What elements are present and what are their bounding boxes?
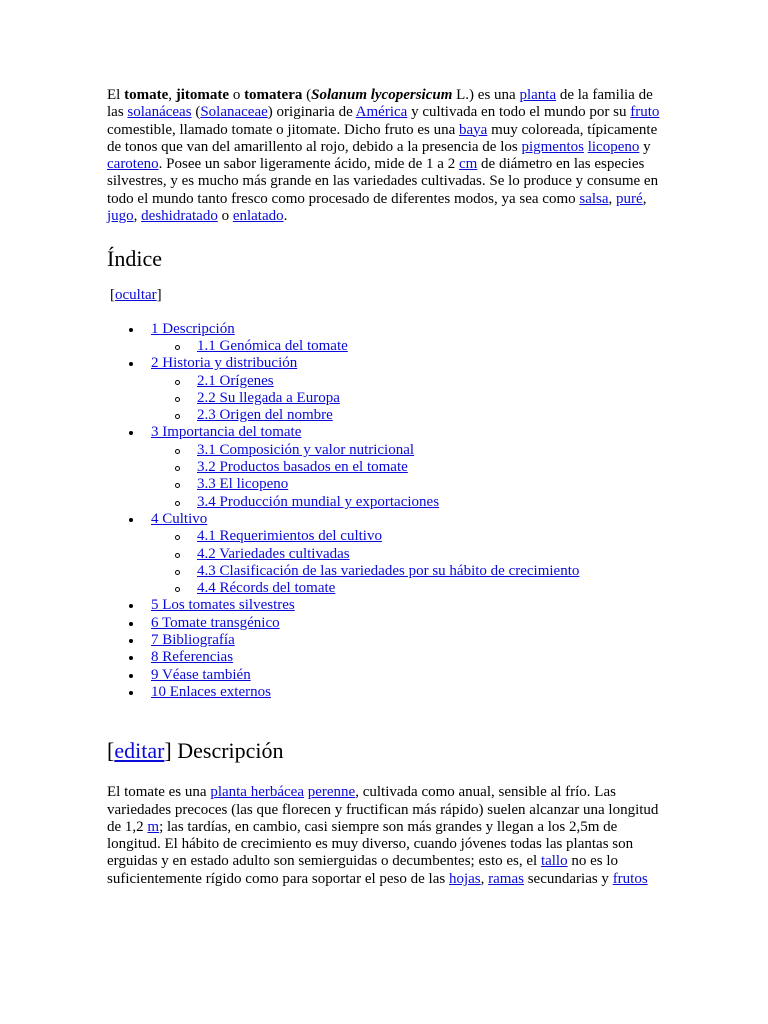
toc-sublist	[151, 373, 662, 425]
toc-sublink[interactable]: 2.1 Orígenes	[197, 372, 274, 389]
toc-sublink[interactable]: 3.4 Producción mundial y exportaciones	[197, 493, 440, 510]
term-tomate: tomate	[124, 87, 169, 103]
link-ramas[interactable]: ramas	[488, 870, 524, 887]
toc-link[interactable]: 8 Referencias	[151, 649, 234, 666]
link-salsa[interactable]: salsa	[579, 190, 609, 207]
toc-link[interactable]: 2 Historia y distribución	[151, 355, 298, 372]
term-jitomate: jitomate	[175, 87, 230, 103]
link-fruto[interactable]: fruto	[630, 104, 660, 121]
toc-item	[107, 615, 662, 632]
link-deshidratado[interactable]: deshidratado	[141, 208, 218, 225]
toc-sublink[interactable]: 1.1 Genómica del tomate	[197, 337, 348, 354]
link-m[interactable]: m	[147, 818, 160, 835]
scientific-name: Solanum lycopersicum	[311, 87, 453, 103]
link-baya[interactable]: baya	[459, 121, 488, 138]
toc-item	[107, 511, 662, 597]
toc-link[interactable]: 5 Los tomates silvestres	[151, 597, 295, 614]
toc-item	[107, 649, 662, 666]
toc-subitem	[151, 442, 662, 459]
link-cm[interactable]: cm	[458, 156, 478, 173]
toc-item	[107, 424, 662, 510]
toc-sublist	[151, 442, 662, 511]
section-title: Descripción	[171, 738, 284, 764]
toc-toggle: [ocultar]	[110, 287, 162, 304]
toc-sublink[interactable]: 2.2 Su llegada a Europa	[197, 389, 340, 406]
toc-item	[107, 632, 662, 649]
toc-link[interactable]: 1 Descripción	[151, 320, 235, 337]
article-content	[107, 87, 662, 888]
toc-item	[107, 355, 662, 424]
toc-subitem	[151, 338, 662, 355]
toc-sublist	[151, 338, 662, 355]
toc-link[interactable]: 3 Importancia del tomate	[151, 424, 302, 441]
term-tomatera: tomatera	[244, 87, 303, 103]
intro-paragraph: El tomate, jitomate o tomatera (Solanum lycopersicum L.) es una planta de la familia de las solanáceas (Solanaceae) originaria de América y cultivada en todo el mundo por su fruto comestible, llamado tomate o jitomate. Dicho fruto es una baya muy coloreada, típicamente de tonos que van del amarillento al rojo, debido a la presencia de los pigmentos licopeno y caroteno. Posee un sabor ligeramente ácido, mide de 1 a 2 cm de diámetro en las especies silvestres, y es mucho más grande en las variedades cultivadas. Se lo produce y consume en todo el mundo tanto fresco como procesado de diferentes modos, ya sea como salsa, puré, jugo, deshidratado o enlatado.	[107, 87, 660, 225]
link-planta[interactable]: planta	[519, 87, 557, 103]
toc-sublink[interactable]: 4.4 Récords del tomate	[197, 580, 336, 597]
toc-sublink[interactable]: 4.1 Requerimientos del cultivo	[197, 528, 382, 545]
toc-link[interactable]: 9 Véase también	[151, 666, 251, 683]
link-solanaceas[interactable]: solanáceas	[127, 104, 192, 121]
toc-item	[107, 321, 662, 356]
toc-subitem	[151, 580, 662, 597]
link-enlatado[interactable]: enlatado	[232, 208, 284, 225]
toc-sublink[interactable]: 3.1 Composición y valor nutricional	[197, 441, 415, 458]
toc-hide-link[interactable]: ocultar	[115, 287, 157, 304]
link-america[interactable]: América	[355, 104, 408, 121]
toc-sublink[interactable]: 3.3 El licopeno	[197, 476, 289, 493]
toc-link[interactable]: 4 Cultivo	[151, 510, 208, 527]
link-hojas[interactable]: hojas	[448, 870, 481, 887]
link-licopeno[interactable]: licopeno	[587, 138, 640, 155]
link-frutos[interactable]: frutos	[612, 870, 648, 887]
toc-subitem	[151, 407, 662, 424]
toc-link[interactable]: 10 Enlaces externos	[151, 683, 271, 700]
toc-sublink[interactable]: 3.2 Productos basados en el tomate	[197, 459, 408, 476]
toc-subitem	[151, 546, 662, 563]
toc-heading: Índice	[107, 246, 162, 272]
toc-subitem	[151, 459, 662, 476]
link-pigmentos[interactable]: pigmentos	[521, 138, 584, 155]
toc-subitem	[151, 494, 662, 511]
toc-sublink[interactable]: 2.3 Origen del nombre	[197, 407, 333, 424]
toc-sublink[interactable]: 4.3 Clasificación de las variedades por su hábito de crecimiento	[197, 562, 580, 579]
toc-item	[107, 597, 662, 614]
link-pure[interactable]: puré	[616, 190, 643, 207]
link-caroteno[interactable]: caroteno	[107, 156, 159, 173]
link-tallo[interactable]: tallo	[540, 853, 568, 870]
toc-item	[107, 684, 662, 701]
toc-link[interactable]: 6 Tomate transgénico	[151, 614, 280, 631]
toc-subitem	[151, 528, 662, 545]
link-perenne[interactable]: perenne	[307, 784, 356, 801]
edit-section-link[interactable]: editar	[114, 738, 165, 764]
toc-list	[107, 321, 662, 702]
toc-subitem	[151, 373, 662, 390]
toc-sublist	[151, 528, 662, 597]
link-jugo[interactable]: jugo	[107, 208, 134, 225]
link-planta-herbacea[interactable]: planta herbácea	[210, 784, 304, 801]
section-heading-descripcion: [editar] Descripción	[107, 738, 284, 764]
link-solanaceae[interactable]: Solanaceae	[200, 104, 268, 121]
toc-subitem	[151, 476, 662, 493]
toc-link[interactable]: 7 Bibliografía	[151, 632, 235, 649]
toc-subitem	[151, 563, 662, 580]
toc-sublink[interactable]: 4.2 Variedades cultivadas	[197, 545, 350, 562]
descripcion-paragraph: El tomate es una planta herbácea perenne, cultivada como anual, sensible al frío. Las variedades precoces (las que florecen y fructifican más rápido) suelen alcanzar una longitud de 1,2 m; las tardías, en cambio, casi siempre son más grandes y llegan a los 2,5m de longitud. El hábito de crecimiento es muy diverso, cuando jóvenes todas las plantas son erguidas y en estado adulto son semierguidas o decumbentes; esto es, el tallo no es lo suficientemente rígido como para soportar el peso de las hojas, ramas secundarias y frutos	[107, 784, 659, 887]
toc-subitem	[151, 390, 662, 407]
toc-item	[107, 667, 662, 684]
